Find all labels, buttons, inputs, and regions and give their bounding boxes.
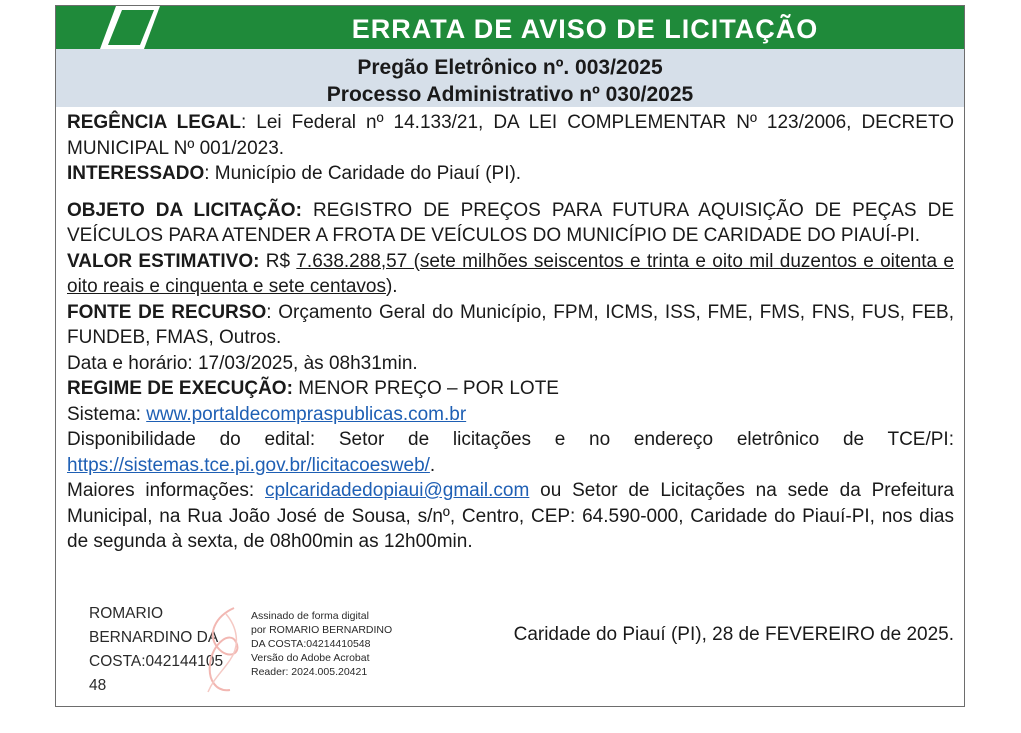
signature-detail-line: DA COSTA:04214410548 xyxy=(251,638,371,650)
regencia-paragraph xyxy=(67,110,954,161)
digital-signature-mark xyxy=(196,604,256,696)
regime-paragraph xyxy=(67,376,954,402)
interessado-label: INTERESSADO xyxy=(67,163,205,184)
signer-name-line: ROMARIO xyxy=(89,605,164,622)
signer-name-line: 48 xyxy=(89,677,107,694)
place-and-date: Caridade do Piauí (PI), 28 de FEVEREIRO de 2025. xyxy=(513,624,954,645)
banner-slash-decoration xyxy=(56,6,176,49)
sistema-link[interactable]: www.portaldecompraspublicas.com.br xyxy=(146,403,467,425)
disponibilidade-paragraph xyxy=(67,427,954,478)
email-link[interactable]: cplcaridadedopiaui@gmail.com xyxy=(265,480,530,501)
pregao-number: Pregão Eletrônico nº. 003/2025 xyxy=(357,56,663,79)
signature-detail-line: Versão do Adobe Acrobat xyxy=(251,652,370,664)
maiores-text: ou Setor de Licitações na sede da Prefeitura Municipal, na Rua João José de Sousa, s/nº, Centro, CEP: 64.590-000, Caridade do Piauí-PI, nos dias de segunda à sexta, de 08h00min as 12h00min. xyxy=(67,480,954,552)
maiores-label: Maiores informações: xyxy=(67,480,266,501)
sistema-label: Sistema: xyxy=(67,403,147,425)
fonte-text: : Orçamento Geral do Município, FPM, ICMS, ISS, FME, FMS, FNS, FUS, FEB, FUNDEB, FMAS, Outros. xyxy=(67,301,954,348)
valor-amount: 7.638.288,57 (sete milhões seiscentos e trinta e oito mil duzentos e oitenta e oito reais e cinquenta e sete centavos xyxy=(67,250,954,297)
interessado-paragraph xyxy=(67,161,954,187)
fonte-paragraph xyxy=(67,300,954,351)
signature-detail-line: por ROMARIO BERNARDINO xyxy=(251,624,393,636)
subtitle-band xyxy=(56,49,964,107)
objeto-text: REGISTRO DE PREÇOS PARA FUTURA AQUISIÇÃO DE PEÇAS DE VEÍCULOS PARA ATENDER A FROTA DE VEÍCULOS DO MUNICÍPIO DE CARIDADE DO PIAUÍ-PI. xyxy=(67,199,954,246)
disponibilidade-text: Disponibilidade do edital: Setor de licitações e no endereço eletrônico de TCE/PI: xyxy=(67,429,954,450)
valor-suffix: ). xyxy=(385,276,398,297)
notice-body xyxy=(67,110,954,555)
processo-number: Processo Administrativo nº 030/2025 xyxy=(326,83,694,106)
disponibilidade-end: . xyxy=(429,454,436,476)
notice-frame xyxy=(55,5,965,707)
signer-name-line: COSTA:042144105 xyxy=(89,653,224,670)
notice-title: ERRATA DE AVISO DE LICITAÇÃO xyxy=(351,14,819,44)
valor-paragraph xyxy=(67,249,954,300)
objeto-label: OBJETO DA LICITAÇÃO: xyxy=(67,199,302,221)
signer-name-line: BERNARDINO DA xyxy=(89,629,219,646)
regime-label: REGIME DE EXECUÇÃO: xyxy=(67,378,293,399)
interessado-text: : Município de Caridade do Piauí (PI). xyxy=(204,163,522,184)
regencia-label: REGÊNCIA LEGAL xyxy=(67,112,241,133)
valor-label: VALOR ESTIMATIVO: xyxy=(67,250,260,272)
sistema-paragraph xyxy=(67,402,954,428)
title-banner xyxy=(56,6,964,49)
tce-link[interactable]: https://sistemas.tce.pi.gov.br/licitacoesweb/ xyxy=(67,454,430,476)
valor-prefix: R$ xyxy=(259,250,297,272)
regencia-text: : Lei Federal nº 14.133/21, DA LEI COMPLEMENTAR Nº 123/2006, DECRETO MUNICIPAL Nº 001/2023. xyxy=(67,112,954,159)
signature-detail-line: Assinado de forma digital xyxy=(251,610,369,622)
signature-details xyxy=(251,609,392,679)
maiores-paragraph xyxy=(67,478,954,555)
regime-text: MENOR PREÇO – POR LOTE xyxy=(292,378,559,399)
objeto-paragraph xyxy=(67,198,954,249)
fonte-label: FONTE DE RECURSO xyxy=(67,301,267,323)
data-horario: Data e horário: 17/03/2025, às 08h31min. xyxy=(67,352,418,374)
signature-detail-line: Reader: 2024.005.20421 xyxy=(251,666,368,678)
